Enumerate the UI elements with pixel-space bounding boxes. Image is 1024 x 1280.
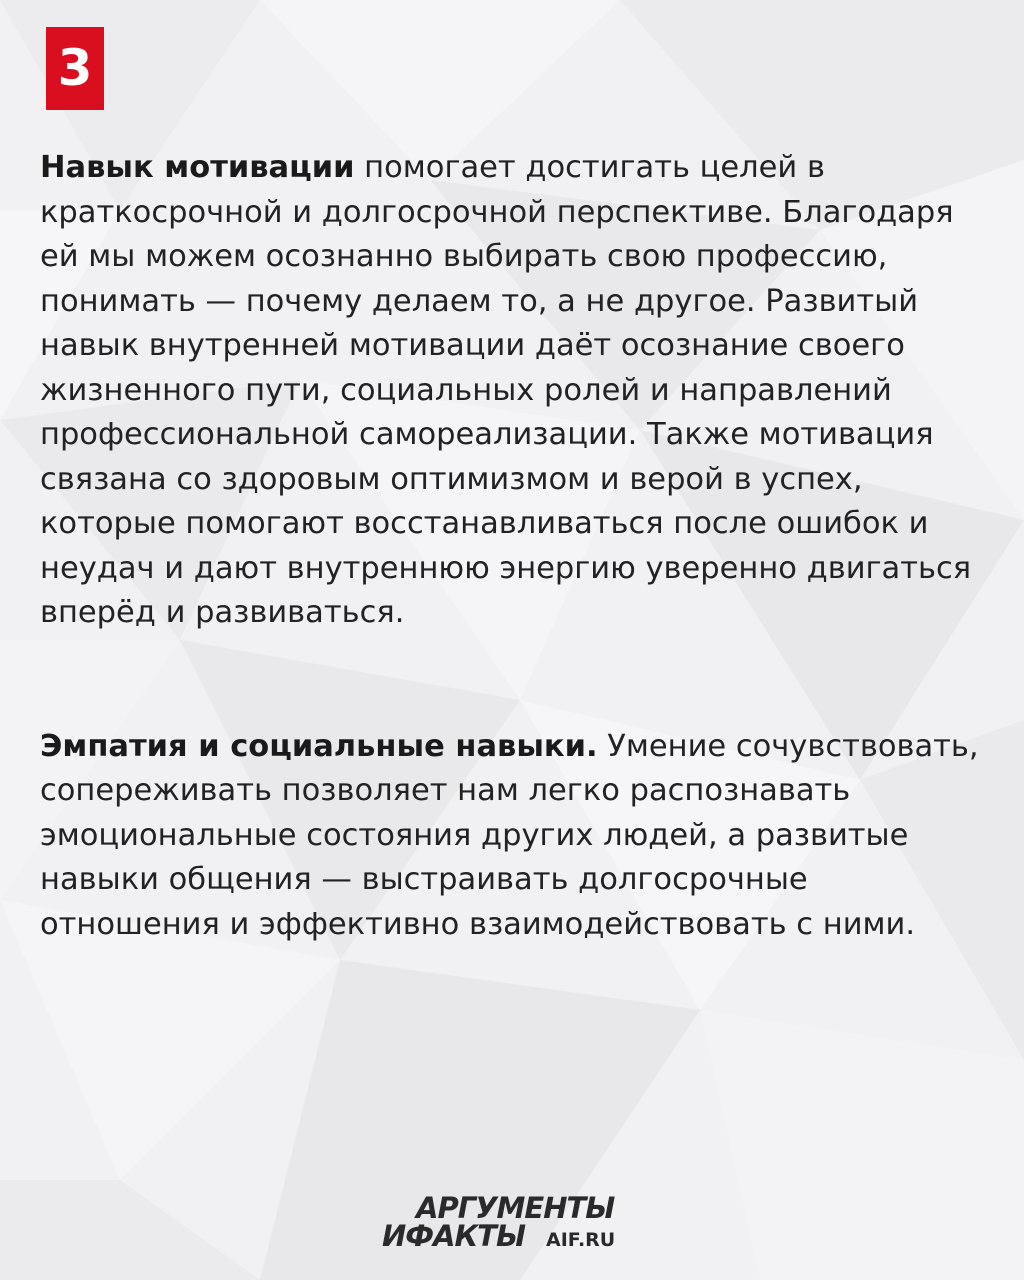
logo-site: AIF.RU bbox=[546, 1229, 616, 1251]
logo-line-1: АРГУМЕНТЫ bbox=[416, 1191, 615, 1225]
logo-line-2: ИФАКТЫ bbox=[382, 1219, 526, 1253]
article-body bbox=[40, 146, 990, 947]
paragraph-motivation-heading: Навык мотивации bbox=[40, 150, 355, 185]
paragraph-empathy-heading: Эмпатия и социальные навыки. bbox=[40, 728, 598, 764]
aif-logo bbox=[382, 1192, 642, 1256]
page-number-badge: 3 bbox=[46, 27, 104, 110]
paragraph-empathy-text: Умение сочувствовать, сопереживать позволяет нам легко распознавать эмоциональные состояния других людей, а развитые навыки общения — выстраивать долгосрочные отношения и эффективно взаимодействовать с ними. bbox=[40, 728, 979, 942]
paragraph-motivation-text: помогает достигать целей в краткосрочной и долгосрочной перспективе. Благодаря ей мы можем осознанно выбирать свою профессию, понимать — почему делаем то, а не другое. Развитый навык внутренней мотивации даёт осознание своего жизненного пути, социальных ролей и направлений профессиональной самореализации. Также мотивация связана со здоровым оптимизмом и верой в успех, которые помогают восстанавливаться после ошибок и неудач и дают внутреннюю энергию уверенно двигаться вперёд и развиваться. bbox=[40, 150, 972, 630]
paragraph-motivation bbox=[40, 146, 990, 636]
paragraph-empathy bbox=[40, 725, 990, 948]
